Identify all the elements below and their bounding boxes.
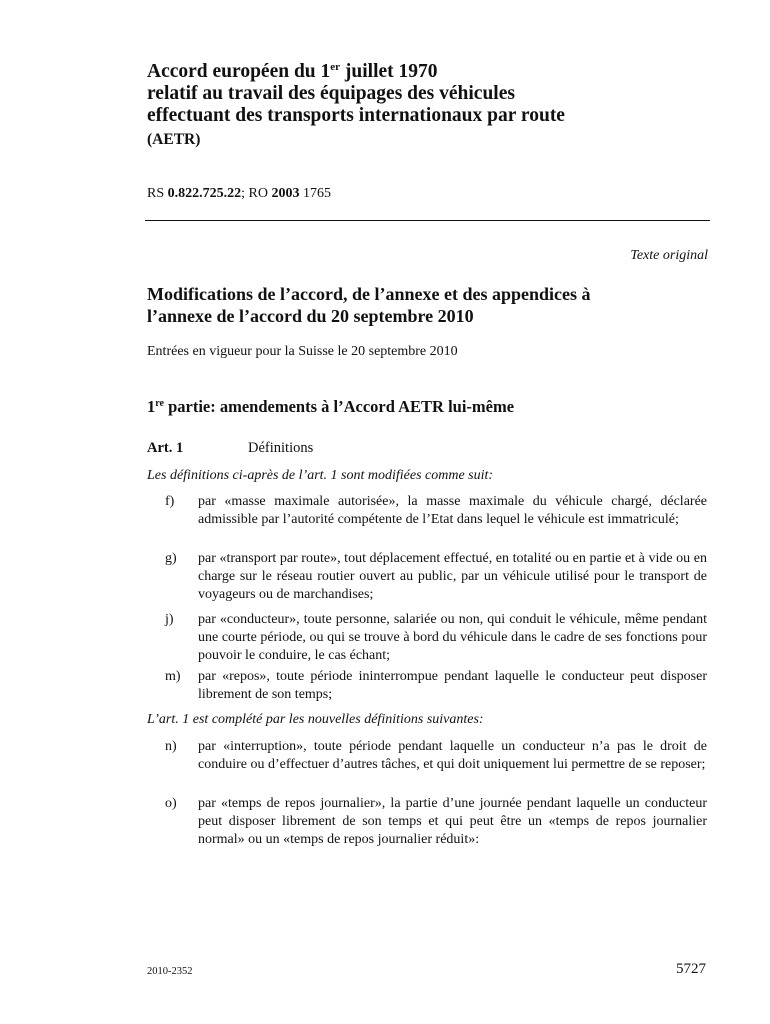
definition-item	[147, 668, 707, 704]
intro-additions: L’art. 1 est complété par les nouvelles définitions suivantes:	[147, 712, 484, 727]
document-title	[147, 61, 707, 127]
definition-item	[147, 795, 707, 849]
entry-into-force: Entrées en vigueur pour la Suisse le 20 septembre 2010	[147, 344, 458, 359]
document-abbreviation: (AETR)	[147, 131, 201, 148]
definition-item	[147, 493, 707, 529]
modification-title	[147, 283, 707, 327]
title-line-2: relatif au travail des équipages des véhicules	[147, 83, 515, 104]
rs-number: 0.822.725.22	[167, 186, 242, 201]
definition-label: j)	[165, 612, 174, 627]
definition-text: par «transport par route», tout déplacement effectué, en totalité ou en partie et à vide ou en charge sur le réseau routier ouvert au public, par un véhicule utilisé pour le transport de voyageurs ou de marchandises;	[198, 551, 707, 602]
definition-text: par «conducteur», toute personne, salariée ou non, qui conduit le véhicule, même pendant une courte période, ou qui se trouve à bord du véhicule dans le cadre de ses fonctions pour pouvoir le conduire, le cas échant;	[198, 612, 707, 663]
modification-title-line-2: l’annexe de l’accord du 20 septembre 2010	[147, 306, 474, 326]
ro-year: 2003	[271, 186, 300, 201]
original-text-label: Texte original	[630, 248, 708, 263]
definition-text: par «repos», toute période ininterrompue pendant laquelle le conducteur peut disposer librement de son temps;	[198, 669, 707, 702]
definition-item	[147, 738, 707, 774]
header-divider	[145, 220, 710, 221]
definition-item	[147, 611, 707, 665]
title-line-3: effectuant des transports internationaux par route	[147, 105, 565, 126]
document-number: 2010-2352	[147, 966, 193, 977]
part-heading: 1re partie: amendements à l’Accord AETR lui-même	[147, 397, 515, 416]
definition-text: par «masse maximale autorisée», la masse maximale du véhicule chargé, déclarée admissible par l’autorité compétente de l’Etat dans lequel le véhicule est immatriculé;	[198, 494, 707, 527]
definition-label: o)	[165, 796, 177, 811]
intro-modifications: Les définitions ci-après de l’art. 1 sont modifiées comme suit:	[147, 468, 494, 483]
article-number: Art. 1	[147, 440, 184, 456]
definition-label: m)	[165, 669, 181, 684]
reference-line: RS 0.822.725.22; RO 2003 1765	[147, 186, 331, 201]
definition-label: f)	[165, 494, 175, 509]
article-title: Définitions	[248, 440, 314, 456]
definition-item	[147, 550, 707, 604]
page-number: 5727	[676, 961, 706, 977]
modification-title-line-1: Modifications de l’accord, de l’annexe et des appendices à	[147, 284, 591, 304]
definition-text: par «interruption», toute période pendant laquelle un conducteur n’a pas le droit de conduire ou d’effectuer d’autres tâches, et qui doit uniquement lui permettre de se reposer;	[198, 739, 707, 772]
title-line-1: Accord européen du 1er juillet 1970	[147, 61, 438, 82]
definition-text: par «temps de repos journalier», la partie d’une journée pendant laquelle un conducteur peut disposer librement de son temps et qui peut être un «temps de repos journalier normal» ou un «temps de repos journalier réduit»:	[198, 796, 707, 847]
definition-label: n)	[165, 739, 177, 754]
definition-label: g)	[165, 551, 177, 566]
